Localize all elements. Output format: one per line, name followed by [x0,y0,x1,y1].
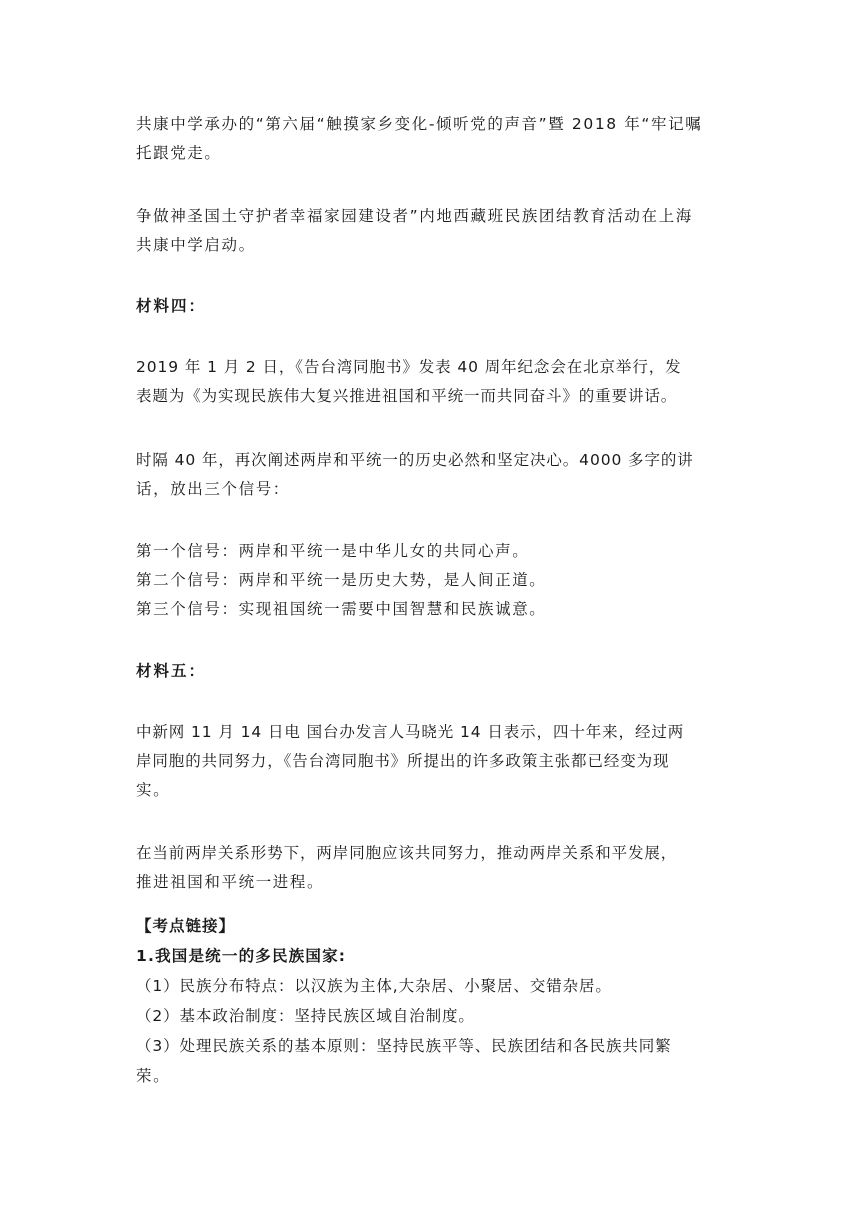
paragraph-line: 争做神圣国土守护者幸福家园建设者”内地西藏班民族团结教育活动在上海 [136,207,693,225]
exam-point-item: （2）基本政治制度：坚持民族区域自治制度。 [136,1007,475,1025]
signal-line: 第二个信号：两岸和平统一是历史大势，是人间正道。 [136,571,547,589]
paragraph-line: 推进祖国和平统一进程。 [136,873,325,891]
paragraph-line: 2019 年 1 月 2 日，《告台湾同胞书》发表 40 周年纪念会在北京举行，发 [136,358,682,376]
paragraph-line: 共康中学启动。 [136,236,256,254]
paragraph-line: 中新网 11 月 14 日电 国台办发言人马晓光 14 日表示，四十年来，经过两 [136,723,685,741]
paragraph-line: 表题为《为实现民族伟大复兴推进祖国和平统一而共同奋斗》的重要讲话。 [136,387,678,405]
exam-point-item: （1）民族分布特点：以汉族为主体,大杂居、小聚居、交错杂居。 [136,977,612,995]
exam-point-item: （3）处理民族关系的基本原则：坚持民族平等、民族团结和各民族共同繁 [136,1037,672,1055]
paragraph-line: 共康中学承办的“第六届“触摸家乡变化-倾听党的声音”暨 2018 年“牢记嘱 [136,115,703,133]
paragraph-line: 时隔 40 年，再次阐述两岸和平统一的历史必然和坚定决心。4000 多字的讲 [136,451,694,469]
material-five-heading: 材料五： [136,662,207,680]
paragraph-line: 岸同胞的共同努力，《告台湾同胞书》所提出的许多政策主张都已经变为现 [136,752,670,770]
paragraph-line: 话，放出三个信号： [136,480,290,498]
exam-points-subheading: 1.我国是统一的多民族国家: [136,947,347,965]
exam-point-item-continued: 荣。 [136,1067,171,1085]
paragraph-line: 实。 [136,781,171,799]
signal-line: 第一个信号：两岸和平统一是中华儿女的共同心声。 [136,542,530,560]
paragraph-line: 托跟党走。 [136,144,222,162]
paragraph-line: 在当前两岸关系形势下，两岸同胞应该共同努力，推动两岸关系和平发展， [136,844,678,862]
exam-points-heading: 【考点链接】 [136,917,236,935]
signal-line: 第三个信号：实现祖国统一需要中国智慧和民族诚意。 [136,600,547,618]
material-four-heading: 材料四： [136,297,207,315]
